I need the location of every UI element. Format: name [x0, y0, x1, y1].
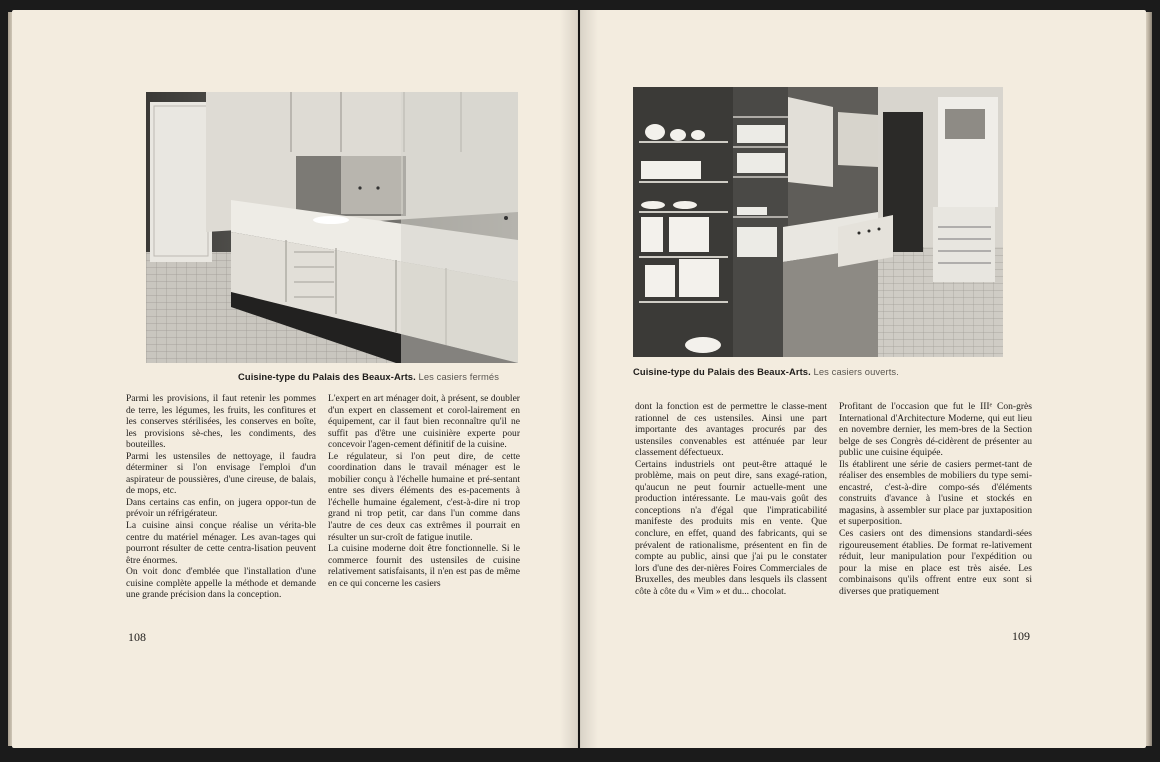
- paragraph: La cuisine ainsi conçue réalise un vérita-ble centre du matériel ménager. Les avan-tages qui pourront résulter de cette centra-lisation peuvent être énormes.: [126, 520, 316, 566]
- caption-title: Cuisine-type du Palais des Beaux-Arts.: [238, 371, 416, 382]
- right-text-column-2: [839, 401, 1032, 597]
- left-page: [12, 10, 578, 748]
- left-photo-caption: [238, 371, 499, 382]
- right-page: [580, 10, 1146, 748]
- left-text-column-2: [328, 393, 520, 589]
- gutter-shadow: [560, 10, 598, 748]
- right-photo-caption: [633, 366, 899, 377]
- kitchen-open-cabinets-photo: [633, 87, 1003, 357]
- paragraph: Dans certains cas enfin, on jugera oppor-tun de prévoir un réfrigérateur.: [126, 496, 316, 520]
- paragraph: Parmi les provisions, il faut retenir les pommes de terre, les légumes, les fruits, les confitures et les conserves stérilisées, les conserves en boîte, les provisions sè-ches, les condiments, des bouteilles.: [126, 393, 316, 451]
- paragraph: Ces casiers ont des dimensions standardi-sées rigoureusement établies. De format re-lativement réduit, leur manipulation pour l'expédition ou pour la mise en place est très aisée. Les combinaisons qu'ils offrent entre eux sont si diverses que pratiquement: [839, 528, 1032, 597]
- page-number: 109: [1012, 629, 1030, 643]
- page-edge-right: [1146, 12, 1152, 746]
- paragraph: Ils établirent une série de casiers permet-tant de réaliser des ensembles de mobiliers du type semi-encastré, c'est-à-dire compo-sés d'éléments construits d'avance à l'usine et stockés en magasins, à assembler sur place par juxtaposition et superposition.: [839, 458, 1032, 528]
- paragraph: L'expert en art ménager doit, à présent, se doubler d'un expert en classement et corol-lairement en équipement, car il faut bien reconnaître qu'il ne suffit pas d'être une cuisinière experte pour concevoir l'agen-cement définitif de la cuisine.: [328, 393, 520, 451]
- left-text-column-1: [126, 393, 316, 601]
- paragraph: La cuisine moderne doit être fonctionnelle. Si le commerce fournit des ustensiles de cuisine relativement satisfaisants, il n'en est pas de même en ce qui concerne les casiers: [328, 543, 520, 589]
- paragraph: Profitant de l'occasion que fut le IIIᵉ Con-grès International d'Architecture Moderne, qui eut lieu en novembre dernier, les mem-bres de la Section belge de ses Congrès dé-cidèrent de présenter au public une cuisine équipée.: [839, 401, 1032, 459]
- right-text-column-1: [635, 401, 827, 597]
- kitchen-closed-cabinets-photo: [146, 92, 518, 363]
- paragraph: dont la fonction est de permettre le classe-ment rationnel de ces ustensiles. Ainsi une part importante des avantages procurés par des ustensiles convenables est atténuée par leur classement défectueux.: [635, 401, 827, 459]
- paragraph: Parmi les ustensiles de nettoyage, il faudra déterminer si l'on envisage l'emploi d'un aspirateur de poussières, d'une cireuse, de balais, de mops, etc.: [126, 450, 316, 497]
- paragraph: Le régulateur, si l'on peut dire, de cette coordination dans le travail ménager est le mobilier conçu à l'échelle humaine et pré-sentant entre ses divers éléments des es-pacements à l'échelle humaine également, c'est-à-dire ni trop grand ni trop petit, car dans l'un comme dans l'autre de ces deux cas extrêmes il pourrait en résulter un sur-croît de fatigue inutile.: [328, 450, 520, 543]
- caption-title: Cuisine-type du Palais des Beaux-Arts.: [633, 366, 811, 377]
- paragraph: On voit donc d'emblée que l'installation d'une cuisine complète appelle la méthode et demande une grande précision dans la conception.: [126, 566, 316, 601]
- caption-subtitle: Les casiers fermés: [418, 371, 500, 382]
- caption-subtitle: Les casiers ouverts.: [813, 366, 899, 377]
- page-number: 108: [128, 630, 146, 644]
- paragraph: Certains industriels ont peut-être attaqué le problème, mais on peut dire, sans exagé-ration, qu'aucun ne peut fournir actuelle-ment une production intéressante. Le mau-vais goût des conceptions n'a d'égal que l'impraticabilité manifeste des produits mis en vente. Que conclure, en effet, quand des fabricants, qui se prévalent de rationalisme, présentent en fin de compte au public, ainsi que j'ai pu le constater lors d'une des der-nières Foires Commerciales de Bruxelles, des meubles dans lesquels ils classent côte à côte du « Vim » et du... chocolat.: [635, 458, 827, 597]
